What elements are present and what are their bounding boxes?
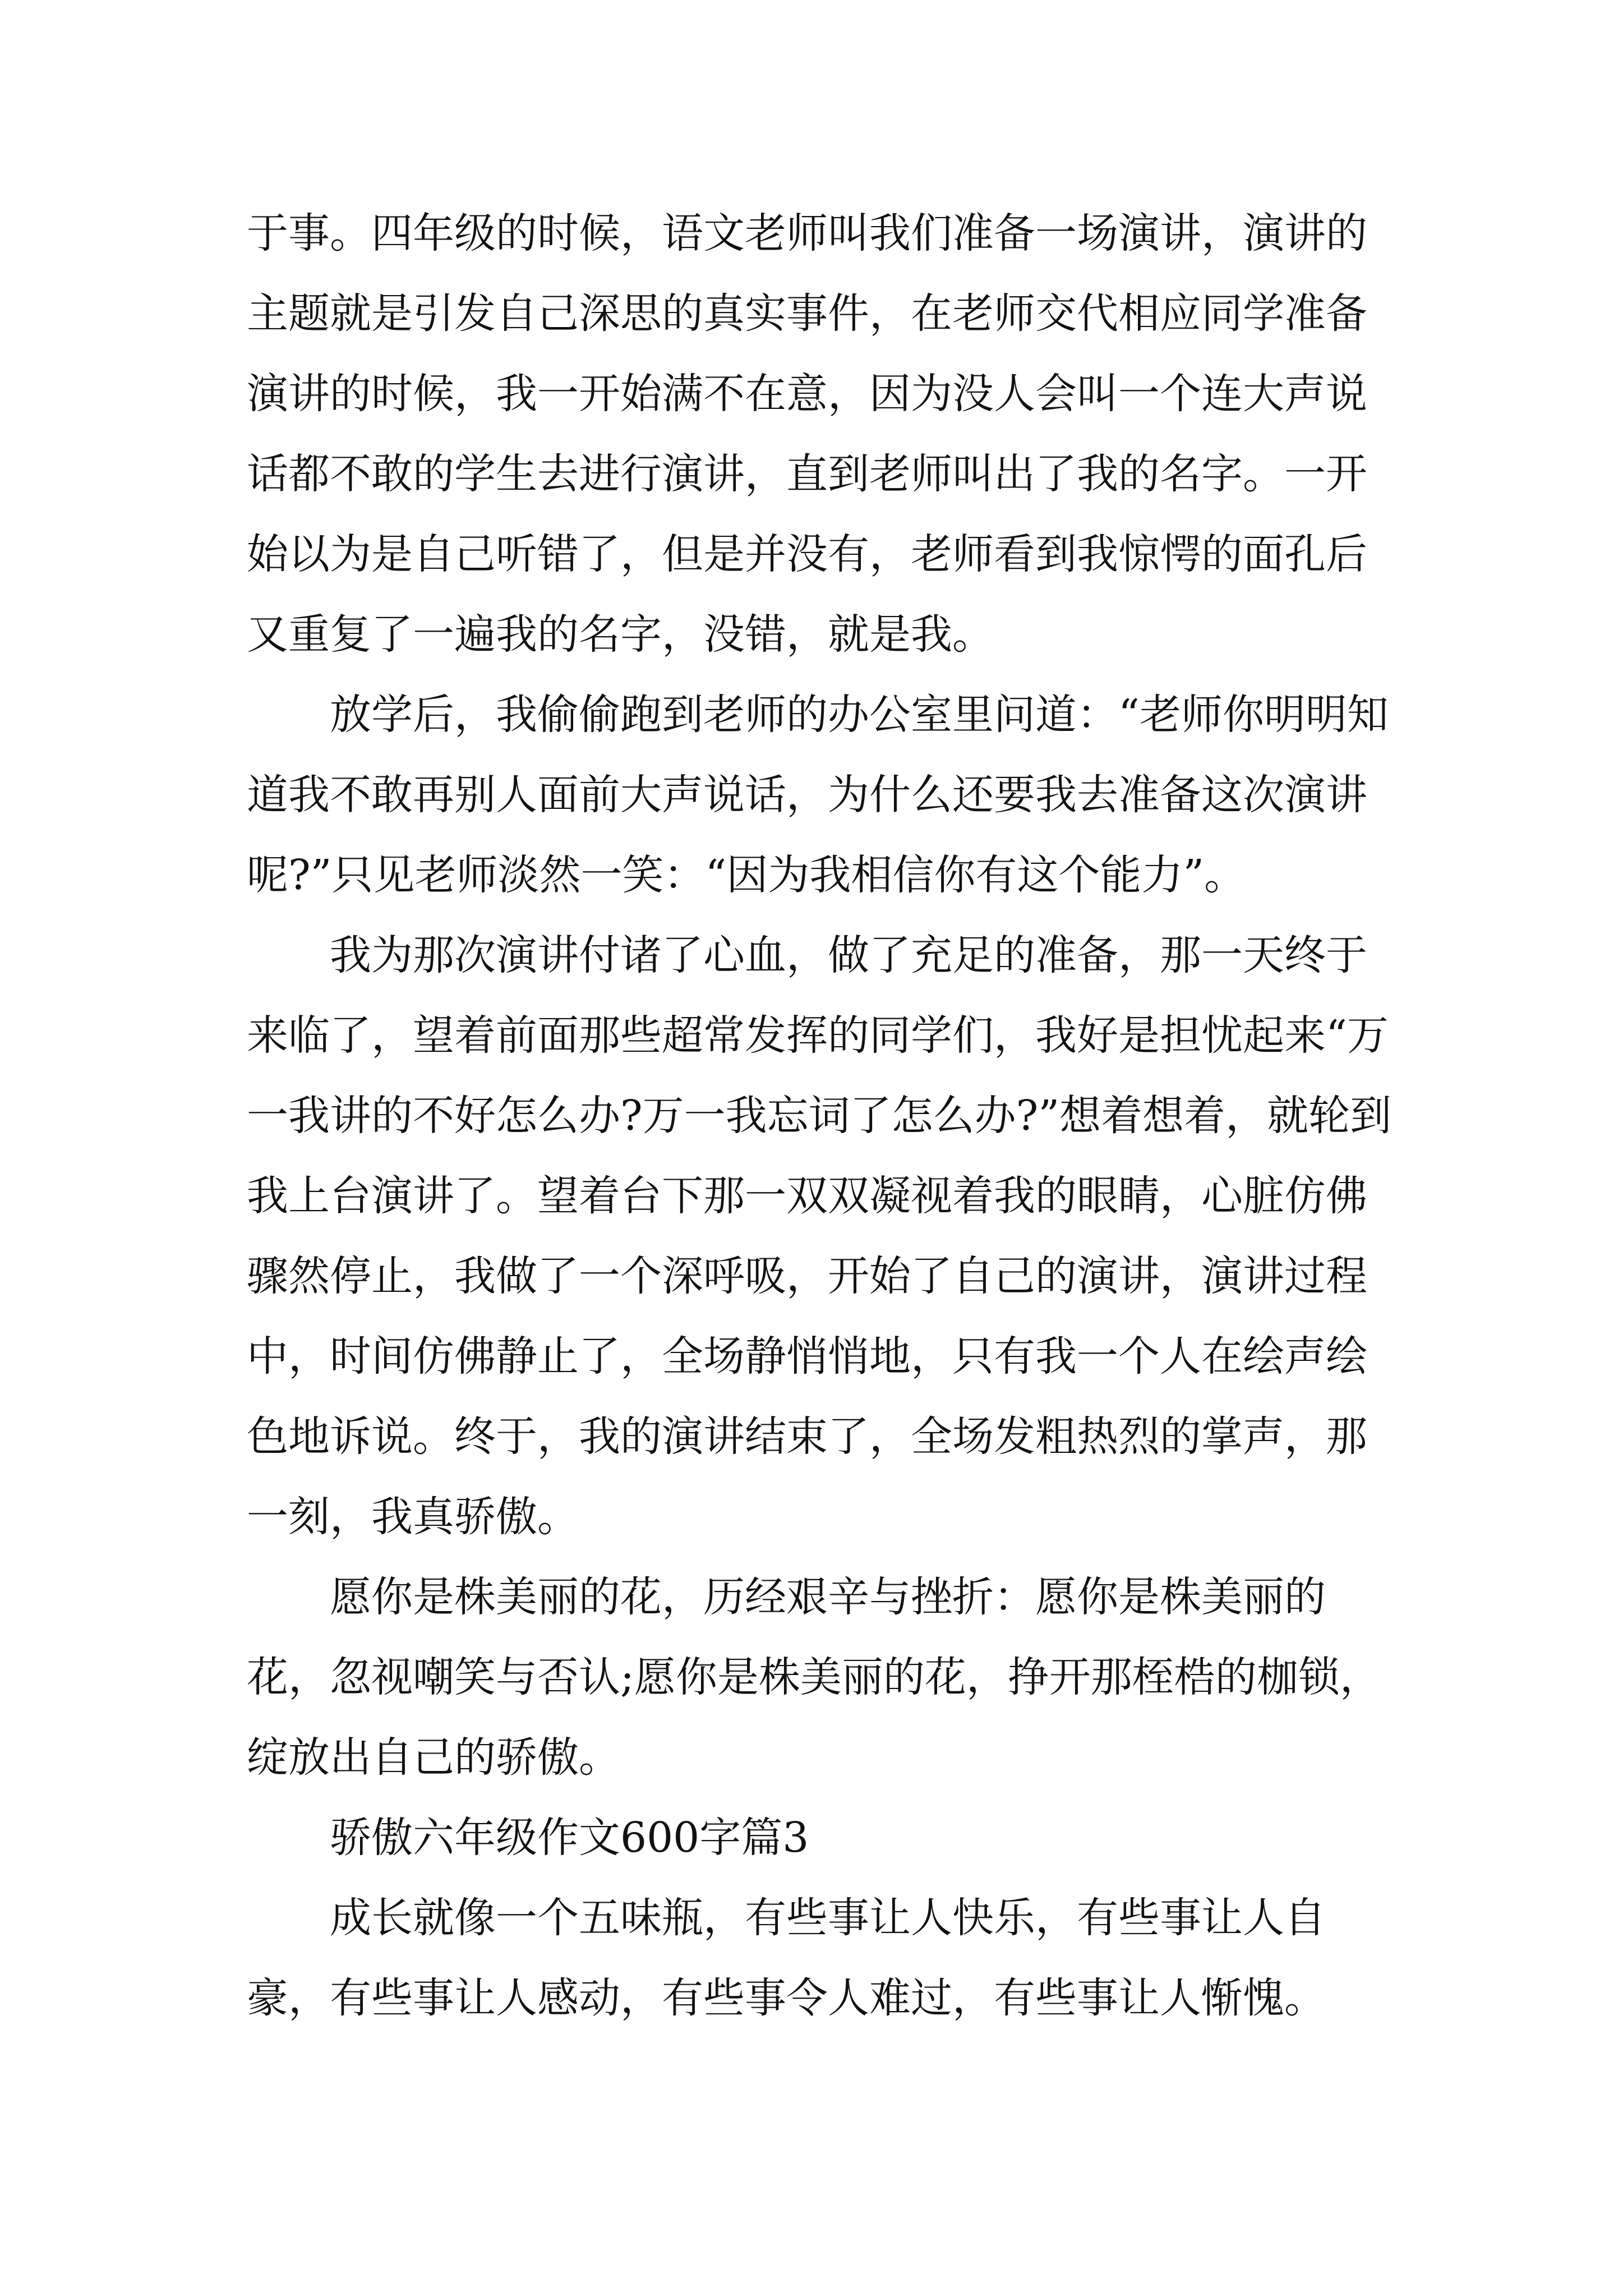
paragraph-3: 我为那次演讲付诸了心血，做了充足的准备，那一天终于来临了，望着前面那些超常发挥的同学们，我好是担忧起来“万一我讲的不好怎么办?万一我忘词了怎么办?”想着想着，就轮到我上台演讲了。望着台下那一双双凝视着我的眼睛，心脏仿佛骤然停止，我做了一个深呼吸，开始了自己的演讲，演讲过程中，时间仿佛静止了，全场静悄悄地，只有我一个人在绘声绘色地诉说。终于，我的演讲结束了，全场发粗热烈的掌声，那一刻，我真骄傲。: [247, 931, 1392, 1541]
paragraph-2: 放学后，我偷偷跑到老师的办公室里问道：“老师你明明知道我不敢再别人面前大声说话，为什么还要我去准备这次演讲呢?”只见老师淡然一笑：“因为我相信你有这个能力”。: [247, 691, 1389, 899]
paragraph-5: 成长就像一个五味瓶，有些事让人快乐，有些事让人自豪，有些事让人感动，有些事令人难过，有些事让人惭愧。: [247, 1894, 1326, 2022]
section-heading: 骄傲六年级作文600字篇3: [247, 1814, 809, 1862]
document-body: [247, 194, 1402, 2039]
paragraph-1: 于事。四年级的时候，语文老师叫我们准备一场演讲，演讲的主题就是引发自己深思的真实事件，在老师交代相应同学准备演讲的时候，我一开始满不在意，因为没人会叫一个连大声说话都不敢的学生去进行演讲，直到老师叫出了我的名字。一开始以为是自己听错了，但是并没有，老师看到我惊愕的面孔后又重复了一遍我的名字，没错，就是我。: [247, 209, 1367, 659]
paragraph-4: 愿你是株美丽的花，历经艰辛与挫折：愿你是株美丽的花，忽视嘲笑与否认;愿你是株美丽的花，挣开那桎梏的枷锁，绽放出自己的骄傲。: [247, 1573, 1381, 1782]
